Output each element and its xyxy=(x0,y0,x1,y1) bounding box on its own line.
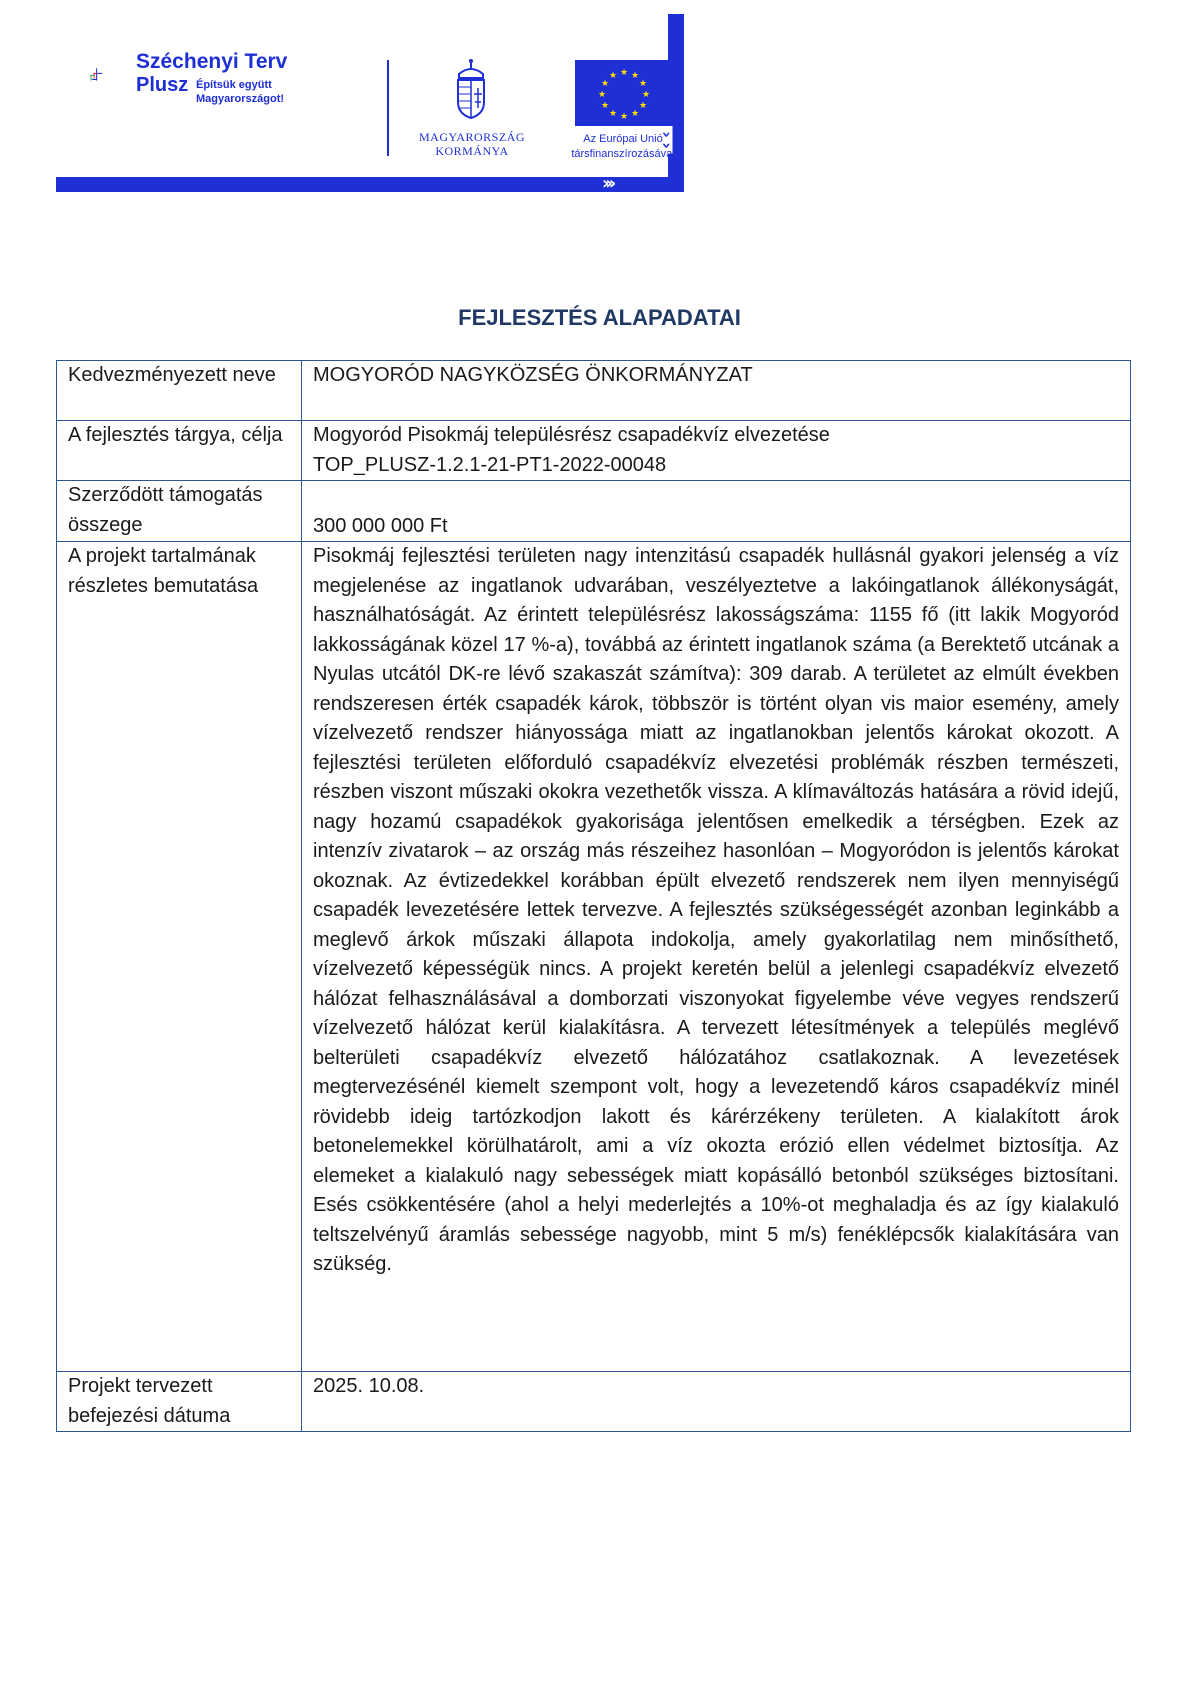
row-value xyxy=(302,542,1131,1372)
row-label: A fejlesztés tárgya, célja xyxy=(57,421,302,481)
row-value: 300 000 000 Ft xyxy=(302,481,1131,542)
document-title: FEJLESZTÉS ALAPADATAI xyxy=(458,305,741,330)
logo-divider xyxy=(387,60,389,156)
svg-text:★: ★ xyxy=(630,109,640,119)
svg-text:★: ★ xyxy=(608,109,618,119)
eu-logo-line2: társfinanszírozásával xyxy=(571,148,675,160)
svg-text:★: ★ xyxy=(597,90,607,100)
szechenyi-slogan-line1: Építsük együtt xyxy=(196,79,272,91)
government-logo-line2: KORMÁNYA xyxy=(435,144,509,158)
svg-text:★: ★ xyxy=(638,79,648,89)
table-row xyxy=(57,421,1131,481)
svg-text:★: ★ xyxy=(600,79,610,89)
eu-logo-line1: Az Európai Unió xyxy=(583,133,663,145)
svg-text:★: ★ xyxy=(619,68,629,78)
svg-text:★: ★ xyxy=(630,71,640,81)
szechenyi-title: Széchenyi Terv xyxy=(136,50,288,73)
table-row xyxy=(57,361,1131,421)
row-label: Szerződött támogatás összege xyxy=(57,481,302,542)
coat-of-arms-icon xyxy=(454,58,488,120)
szechenyi-plusz: Plusz xyxy=(136,74,189,96)
eu-stars-icon xyxy=(575,60,673,126)
table-row xyxy=(57,481,1131,542)
row-value: MOGYORÓD NAGYKÖZSÉG ÖNKORMÁNYZAT xyxy=(302,361,1131,421)
svg-text:★: ★ xyxy=(608,71,618,81)
government-logo-text xyxy=(404,130,540,158)
row-value: 2025. 10.08. xyxy=(302,1372,1131,1432)
row-value xyxy=(302,421,1131,481)
table-row xyxy=(57,542,1131,1372)
svg-text:★: ★ xyxy=(638,101,648,111)
svg-text:★: ★ xyxy=(600,101,610,111)
svg-text:★: ★ xyxy=(641,90,651,100)
eu-logo-text xyxy=(554,132,692,162)
chevron-down-icon: › › xyxy=(659,118,675,151)
project-subject: Mogyoród Pisokmáj településrész csapadékvíz elvezetése xyxy=(313,424,830,446)
row-label: Kedvezményezett neve xyxy=(57,361,302,421)
eu-flag-icon xyxy=(575,60,673,126)
project-data-table xyxy=(56,360,1131,1432)
svg-text:★: ★ xyxy=(619,112,629,122)
logo-banner xyxy=(56,14,684,194)
project-description: Pisokmáj fejlesztési területen nagy intenzitású csapadék hullásnál gyakori jelenség a víz megjelenése az ingatlanok udvarában, veszélyeztetve a lakóingatlanok állékonyságát, használhatóságát. Az érintett településrész lakosságszáma: 1155 fő (itt lakik Mogyoród lakkosságának közel 17 %-a), továbbá az érintett ingatlanok száma (a Berektető utcának a Nyulas utcától DK-re lévő szakaszát számítva): 309 darab. A területet az elmúlt években rendszeresen érték csapadék károk, többször is történt olyan vis maior esemény, amely vízelvezető rendszer hiányossága miatt az ingatlanokban jelentős károkat okozott. A fejlesztési területen előforduló csapadékvíz elvezetési problémák részben természeti, részben viszont műszaki okokra vezethetők vissza. A klímaváltozás hatására a rövid idejű, nagy hozamú csapadékok gyakorisága jelentősen emelkedik a térségben. Ezek az intenzív zivatarok – az ország más részeihez hasonlóan – Mogyoródon is jelentős károkat okoznak. Az évtizedekkel korábban épült elvezető rendszerek nem ilyen mennyiségű csapadék levezetésére lettek tervezve. A fejlesztés szükségességét azonban leginkább a meglevő árkok műszaki állapota indokolja, amely gyakorlatilag nem minősíthető, vízelvezető képességük nincs. A projekt keretén belül a jelenlegi csapadékvíz elvezető hálózat felhasználásával a domborzati viszonyokat figyelembe véve vegyes rendszerű vízelvezető hálózat kerül kialakításra. A tervezett létesítmények a település meglévő belterületi csapadékvíz elvezető hálózatához csatlakoznak. A levezetések megtervezésénél kiemelt szempont volt, hogy a levezetendő káros csapadékvíz minél rövidebb ideig tartózkodjon lakott és kárérzékeny területen. A kialakított árok betonelemekkel körülhatárolt, ami a víz okozta erózió ellen védelmet biztosítja. Az elemeket a kialakuló nagy sebességek miatt kopásálló betonból szükséges biztosítani. Esés csökkentésére (ahol a helyi mederlejtés a 10%-ot meghaladja és az így kialakuló teltszelvényű áramlás sebessége nagyobb, mint 5 m/s) fenéklépcsők kialakítására van szükség. xyxy=(313,545,1119,1275)
row-label: A projekt tartalmának részletes bemutatása xyxy=(57,542,302,1372)
szechenyi-slogan xyxy=(196,78,284,106)
chevron-right-icon: ››› xyxy=(602,173,613,194)
row-label: Projekt tervezett befejezési dátuma xyxy=(57,1372,302,1432)
table-row xyxy=(57,1372,1131,1432)
szechenyi-slogan-line2: Magyarországot! xyxy=(196,93,285,105)
government-logo-line1: MAGYARORSZÁG xyxy=(418,130,525,144)
project-id: TOP_PLUSZ-1.2.1-21-PT1-2022-00048 xyxy=(313,453,667,476)
banner-bottom-bar xyxy=(56,173,684,194)
